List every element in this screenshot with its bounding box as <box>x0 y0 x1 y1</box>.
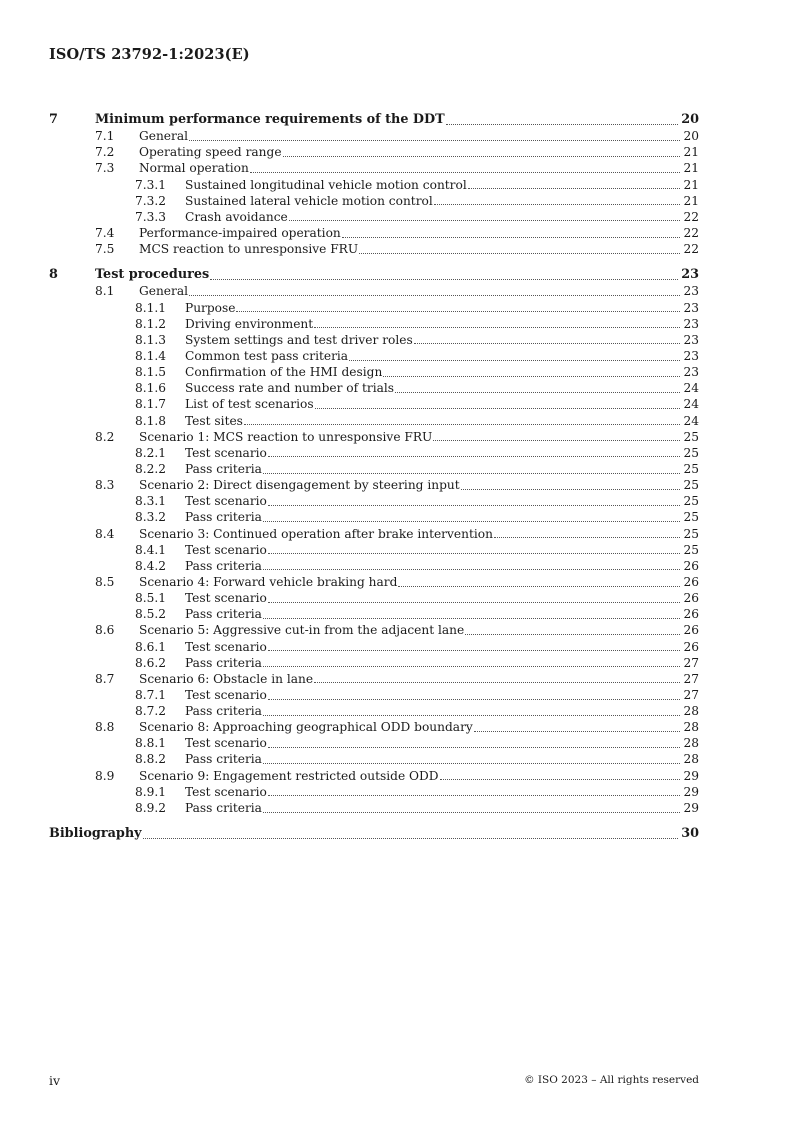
toc-number: 8.1.2 <box>135 316 167 331</box>
leader-dots <box>461 489 680 490</box>
toc-page: 25 <box>683 478 699 493</box>
toc-entry-7-3-3[interactable] <box>49 209 699 225</box>
leader-dots <box>398 586 680 587</box>
toc-number: 8.3 <box>95 478 115 493</box>
toc-title: Normal operation <box>139 161 249 176</box>
toc-title: Pass criteria <box>185 655 262 670</box>
toc-title: Scenario 2: Direct disengagement by steering input <box>139 478 460 493</box>
toc-title: Test scenario <box>185 687 267 702</box>
toc-title: Common test pass criteria <box>185 348 349 363</box>
leader-dots <box>414 343 680 344</box>
leader-dots <box>268 505 680 506</box>
toc-page: 23 <box>681 267 699 283</box>
leader-dots <box>268 699 680 700</box>
toc-title: Crash avoidance <box>185 209 288 224</box>
toc-number: 8.8.2 <box>135 752 167 767</box>
toc-entry-8-1-4[interactable] <box>49 348 699 364</box>
toc-number: 8.1.4 <box>135 348 167 363</box>
toc-page: 26 <box>683 639 699 654</box>
toc-number: 8.6.1 <box>135 639 167 654</box>
toc-entry-8-2[interactable] <box>49 429 699 445</box>
toc-title: Test scenario <box>185 736 267 751</box>
leader-dots <box>189 295 680 296</box>
toc-page: 26 <box>683 574 699 589</box>
toc-number: 8.2.2 <box>135 461 167 476</box>
leader-dots <box>263 812 680 813</box>
toc-number: 8.1.5 <box>135 365 167 380</box>
toc-entry-8-2-1[interactable] <box>49 445 699 461</box>
toc-number: 8.9.2 <box>135 800 167 815</box>
toc-entry-8-5-1[interactable] <box>49 590 699 606</box>
toc-title: Minimum performance requirements of the DDT <box>95 112 445 127</box>
toc-entry-7[interactable] <box>49 112 699 128</box>
toc-title: General <box>139 284 188 299</box>
toc-number: 8.9 <box>95 768 115 783</box>
toc-entry-8-9-2[interactable] <box>49 800 699 816</box>
toc-title: Pass criteria <box>185 510 262 525</box>
toc-title: Test scenario <box>185 639 267 654</box>
leader-dots <box>440 779 680 780</box>
toc-number: 8.2.1 <box>135 445 167 460</box>
leader-dots <box>342 237 680 238</box>
toc-page: 28 <box>683 720 699 735</box>
leader-dots <box>349 360 680 361</box>
toc-entry-bibliography[interactable] <box>49 826 699 842</box>
toc-title: List of test scenarios <box>185 397 314 412</box>
toc-page: 25 <box>683 429 699 444</box>
toc-entry-7-4[interactable] <box>49 225 699 241</box>
toc-title: General <box>139 129 188 144</box>
toc-entry-8-1-5[interactable] <box>49 364 699 380</box>
toc-number: 8.7.2 <box>135 704 167 719</box>
toc-entry-8-7-2[interactable] <box>49 703 699 719</box>
toc-title: Scenario 1: MCS reaction to unresponsive FRU <box>139 429 433 444</box>
leader-dots <box>236 311 680 312</box>
toc-entry-7-2[interactable] <box>49 144 699 160</box>
leader-dots <box>433 440 680 441</box>
toc-entry-8-1[interactable] <box>49 283 699 299</box>
toc-page: 26 <box>683 591 699 606</box>
toc-page: 22 <box>683 209 699 224</box>
toc-page: 28 <box>683 736 699 751</box>
toc-entry-8-5-2[interactable] <box>49 606 699 622</box>
leader-dots <box>268 747 680 748</box>
toc-title: Sustained longitudinal vehicle motion control <box>185 177 467 192</box>
toc-number: 8.4.1 <box>135 542 167 557</box>
toc-entry-8-3-2[interactable] <box>49 509 699 525</box>
leader-dots <box>446 124 679 125</box>
leader-dots <box>143 838 679 839</box>
leader-dots <box>465 634 680 635</box>
toc-title: Test sites <box>185 413 243 428</box>
page-number: iv <box>49 1073 61 1088</box>
toc-page: 22 <box>683 242 699 257</box>
toc-title: Scenario 4: Forward vehicle braking hard <box>139 574 398 589</box>
toc-page: 21 <box>683 193 699 208</box>
toc-title: Test scenario <box>185 445 267 460</box>
toc-page: 25 <box>683 445 699 460</box>
toc-entry-8-4[interactable] <box>49 526 699 542</box>
leader-dots <box>268 650 680 651</box>
toc-number: 8.8.1 <box>135 736 167 751</box>
toc-entry-7-3-1[interactable] <box>49 177 699 193</box>
toc-title: Test scenario <box>185 542 267 557</box>
toc-number: 8.1 <box>95 284 115 299</box>
toc-page: 23 <box>683 284 699 299</box>
toc-page: 20 <box>681 112 699 127</box>
leader-dots <box>263 473 680 474</box>
toc-page: 23 <box>683 348 699 363</box>
toc-number: 8.4.2 <box>135 558 167 573</box>
toc-title: Pass criteria <box>185 704 262 719</box>
toc-title: Bibliography <box>49 826 142 842</box>
toc-entry-8[interactable] <box>49 267 699 283</box>
toc-number: 8.5.1 <box>135 591 167 606</box>
toc-number: 8.2 <box>95 429 115 444</box>
toc-entry-8-1-1[interactable] <box>49 300 699 316</box>
toc-page: 25 <box>683 461 699 476</box>
leader-dots <box>189 140 680 141</box>
toc-entry-8-8-1[interactable] <box>49 735 699 751</box>
toc-title: Confirmation of the HMI design <box>185 365 383 380</box>
toc-number: 8.6.2 <box>135 655 167 670</box>
table-of-contents <box>49 112 699 842</box>
toc-page: 24 <box>683 413 699 428</box>
toc-page: 25 <box>683 494 699 509</box>
toc-page: 25 <box>683 526 699 541</box>
toc-page: 21 <box>683 145 699 160</box>
toc-number: 8.4 <box>95 526 115 541</box>
toc-entry-8-1-2[interactable] <box>49 316 699 332</box>
toc-page: 29 <box>683 784 699 799</box>
toc-page: 25 <box>683 542 699 557</box>
leader-dots <box>263 763 680 764</box>
toc-entry-8-1-6[interactable] <box>49 380 699 396</box>
toc-entry-8-9[interactable] <box>49 768 699 784</box>
toc-number: 8.5 <box>95 574 115 589</box>
toc-page: 27 <box>683 655 699 670</box>
copyright-notice: © ISO 2023 – All rights reserved <box>524 1074 699 1086</box>
toc-number: 7.3.3 <box>135 209 167 224</box>
toc-entry-8-8[interactable] <box>49 719 699 735</box>
leader-dots <box>268 456 680 457</box>
toc-entry-8-1-7[interactable] <box>49 396 699 412</box>
leader-dots <box>494 537 680 538</box>
leader-dots <box>268 602 680 603</box>
toc-number: 7.4 <box>95 225 115 240</box>
leader-dots <box>383 376 680 377</box>
toc-entry-8-1-8[interactable] <box>49 413 699 429</box>
toc-title: Scenario 9: Engagement restricted outside ODD <box>139 768 439 783</box>
toc-page: 29 <box>683 768 699 783</box>
toc-page: 23 <box>683 300 699 315</box>
toc-number: 8.8 <box>95 720 115 735</box>
toc-entry-8-8-2[interactable] <box>49 751 699 767</box>
toc-title: Sustained lateral vehicle motion control <box>185 193 433 208</box>
leader-dots <box>250 172 680 173</box>
toc-number: 8.7.1 <box>135 687 167 702</box>
leader-dots <box>268 553 680 554</box>
toc-page: 23 <box>683 365 699 380</box>
leader-dots <box>468 188 680 189</box>
toc-title: Driving environment <box>185 316 314 331</box>
toc-page: 26 <box>683 558 699 573</box>
toc-number: 7.1 <box>95 129 115 144</box>
toc-title: Scenario 6: Obstacle in lane <box>139 671 314 686</box>
toc-entry-8-3-1[interactable] <box>49 493 699 509</box>
leader-dots <box>263 618 680 619</box>
toc-entry-8-2-2[interactable] <box>49 461 699 477</box>
toc-page: 24 <box>683 397 699 412</box>
leader-dots <box>263 521 680 522</box>
toc-entry-8-6[interactable] <box>49 622 699 638</box>
toc-page: 28 <box>683 704 699 719</box>
toc-entry-8-6-1[interactable] <box>49 639 699 655</box>
toc-number: 7 <box>49 112 58 127</box>
toc-number: 8.1.8 <box>135 413 167 428</box>
toc-title: System settings and test driver roles <box>185 332 413 347</box>
leader-dots <box>289 220 680 221</box>
toc-page: 20 <box>683 129 699 144</box>
toc-page: 28 <box>683 752 699 767</box>
toc-number: 8 <box>49 267 58 283</box>
toc-number: 8.1.7 <box>135 397 167 412</box>
leader-dots <box>244 424 680 425</box>
toc-page: 26 <box>683 623 699 638</box>
toc-number: 8.7 <box>95 671 115 686</box>
leader-dots <box>395 392 680 393</box>
toc-entry-8-3[interactable] <box>49 477 699 493</box>
leader-dots <box>474 731 680 732</box>
leader-dots <box>314 682 680 683</box>
toc-number: 8.5.2 <box>135 607 167 622</box>
toc-number: 7.3.1 <box>135 177 167 192</box>
toc-entry-8-7-1[interactable] <box>49 687 699 703</box>
toc-page: 22 <box>683 225 699 240</box>
toc-entry-8-9-1[interactable] <box>49 784 699 800</box>
toc-entry-7-1[interactable] <box>49 128 699 144</box>
toc-number: 8.1.1 <box>135 300 167 315</box>
toc-title: Pass criteria <box>185 607 262 622</box>
toc-page: 30 <box>681 826 699 842</box>
toc-entry-7-3[interactable] <box>49 160 699 176</box>
toc-title: Scenario 3: Continued operation after brake intervention <box>139 526 493 541</box>
toc-entry-7-5[interactable] <box>49 241 699 257</box>
toc-number: 8.1.6 <box>135 381 167 396</box>
toc-page: 24 <box>683 381 699 396</box>
toc-number: 7.3.2 <box>135 193 167 208</box>
toc-title: Success rate and number of trials <box>185 381 395 396</box>
toc-title: Test scenario <box>185 784 267 799</box>
toc-title: Test scenario <box>185 591 267 606</box>
toc-page: 23 <box>683 316 699 331</box>
toc-title: Test procedures <box>95 267 210 283</box>
toc-title: MCS reaction to unresponsive FRU <box>139 242 359 257</box>
toc-entry-8-4-2[interactable] <box>49 558 699 574</box>
toc-entry-7-3-2[interactable] <box>49 193 699 209</box>
leader-dots <box>314 327 680 328</box>
leader-dots <box>315 408 680 409</box>
toc-page: 26 <box>683 607 699 622</box>
toc-title: Performance-impaired operation <box>139 225 341 240</box>
leader-dots <box>359 253 680 254</box>
toc-title: Operating speed range <box>139 145 282 160</box>
toc-title: Pass criteria <box>185 461 262 476</box>
toc-entry-8-4-1[interactable] <box>49 542 699 558</box>
leader-dots <box>268 795 680 796</box>
toc-title: Test scenario <box>185 494 267 509</box>
toc-number: 7.2 <box>95 145 115 160</box>
toc-number: 8.6 <box>95 623 115 638</box>
toc-title: Scenario 8: Approaching geographical ODD boundary <box>139 720 473 735</box>
toc-page: 25 <box>683 510 699 525</box>
toc-page: 27 <box>683 671 699 686</box>
leader-dots <box>263 666 680 667</box>
toc-number: 8.3.2 <box>135 510 167 525</box>
toc-title: Purpose <box>185 300 236 315</box>
leader-dots <box>263 715 680 716</box>
toc-number: 8.3.1 <box>135 494 167 509</box>
leader-dots <box>434 204 680 205</box>
leader-dots <box>210 279 678 280</box>
toc-entry-8-1-3[interactable] <box>49 332 699 348</box>
toc-page: 27 <box>683 687 699 702</box>
toc-title: Pass criteria <box>185 800 262 815</box>
toc-page: 23 <box>683 332 699 347</box>
toc-entry-8-7[interactable] <box>49 671 699 687</box>
toc-page: 21 <box>683 177 699 192</box>
leader-dots <box>283 156 680 157</box>
toc-entry-8-6-2[interactable] <box>49 655 699 671</box>
toc-entry-8-5[interactable] <box>49 574 699 590</box>
toc-number: 7.5 <box>95 242 115 257</box>
toc-page: 29 <box>683 800 699 815</box>
toc-title: Scenario 5: Aggressive cut-in from the adjacent lane <box>139 623 465 638</box>
toc-number: 7.3 <box>95 161 115 176</box>
toc-page: 21 <box>683 161 699 176</box>
leader-dots <box>263 569 680 570</box>
toc-title: Pass criteria <box>185 558 262 573</box>
document-id: ISO/TS 23792-1:2023(E) <box>49 46 250 63</box>
toc-title: Pass criteria <box>185 752 262 767</box>
toc-number: 8.1.3 <box>135 332 167 347</box>
toc-number: 8.9.1 <box>135 784 167 799</box>
